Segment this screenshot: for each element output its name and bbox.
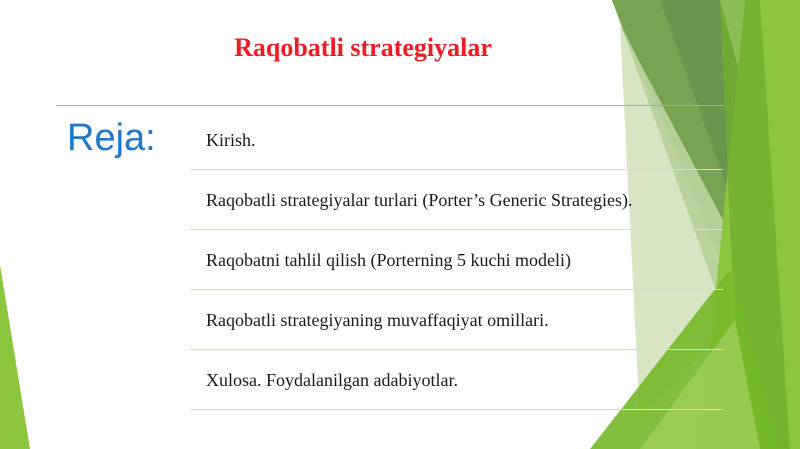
plan-item (190, 110, 723, 170)
plan-item (190, 170, 723, 230)
plan-item-text: Raqobatli strategiyaning muvaffaqiyat omillari. (206, 310, 549, 330)
title-divider (56, 105, 724, 106)
plan-item (190, 350, 723, 410)
plan-item (190, 290, 723, 350)
plan-list (190, 110, 723, 410)
slide-title: Raqobatli strategiyalar (234, 33, 492, 62)
plan-item-text: Raqobatli strategiyalar turlari (Porter’s Generic Strategies). (206, 190, 633, 210)
plan-item-text: Xulosa. Foydalanilgan adabiyotlar. (206, 370, 458, 390)
plan-item-text: Kirish. (206, 130, 256, 150)
plan-heading: Reja: (67, 117, 156, 159)
plan-item (190, 230, 723, 290)
left-green-sliver (0, 265, 30, 449)
plan-item-text: Raqobatni tahlil qilish (Porterning 5 kuchi modeli) (206, 250, 571, 270)
